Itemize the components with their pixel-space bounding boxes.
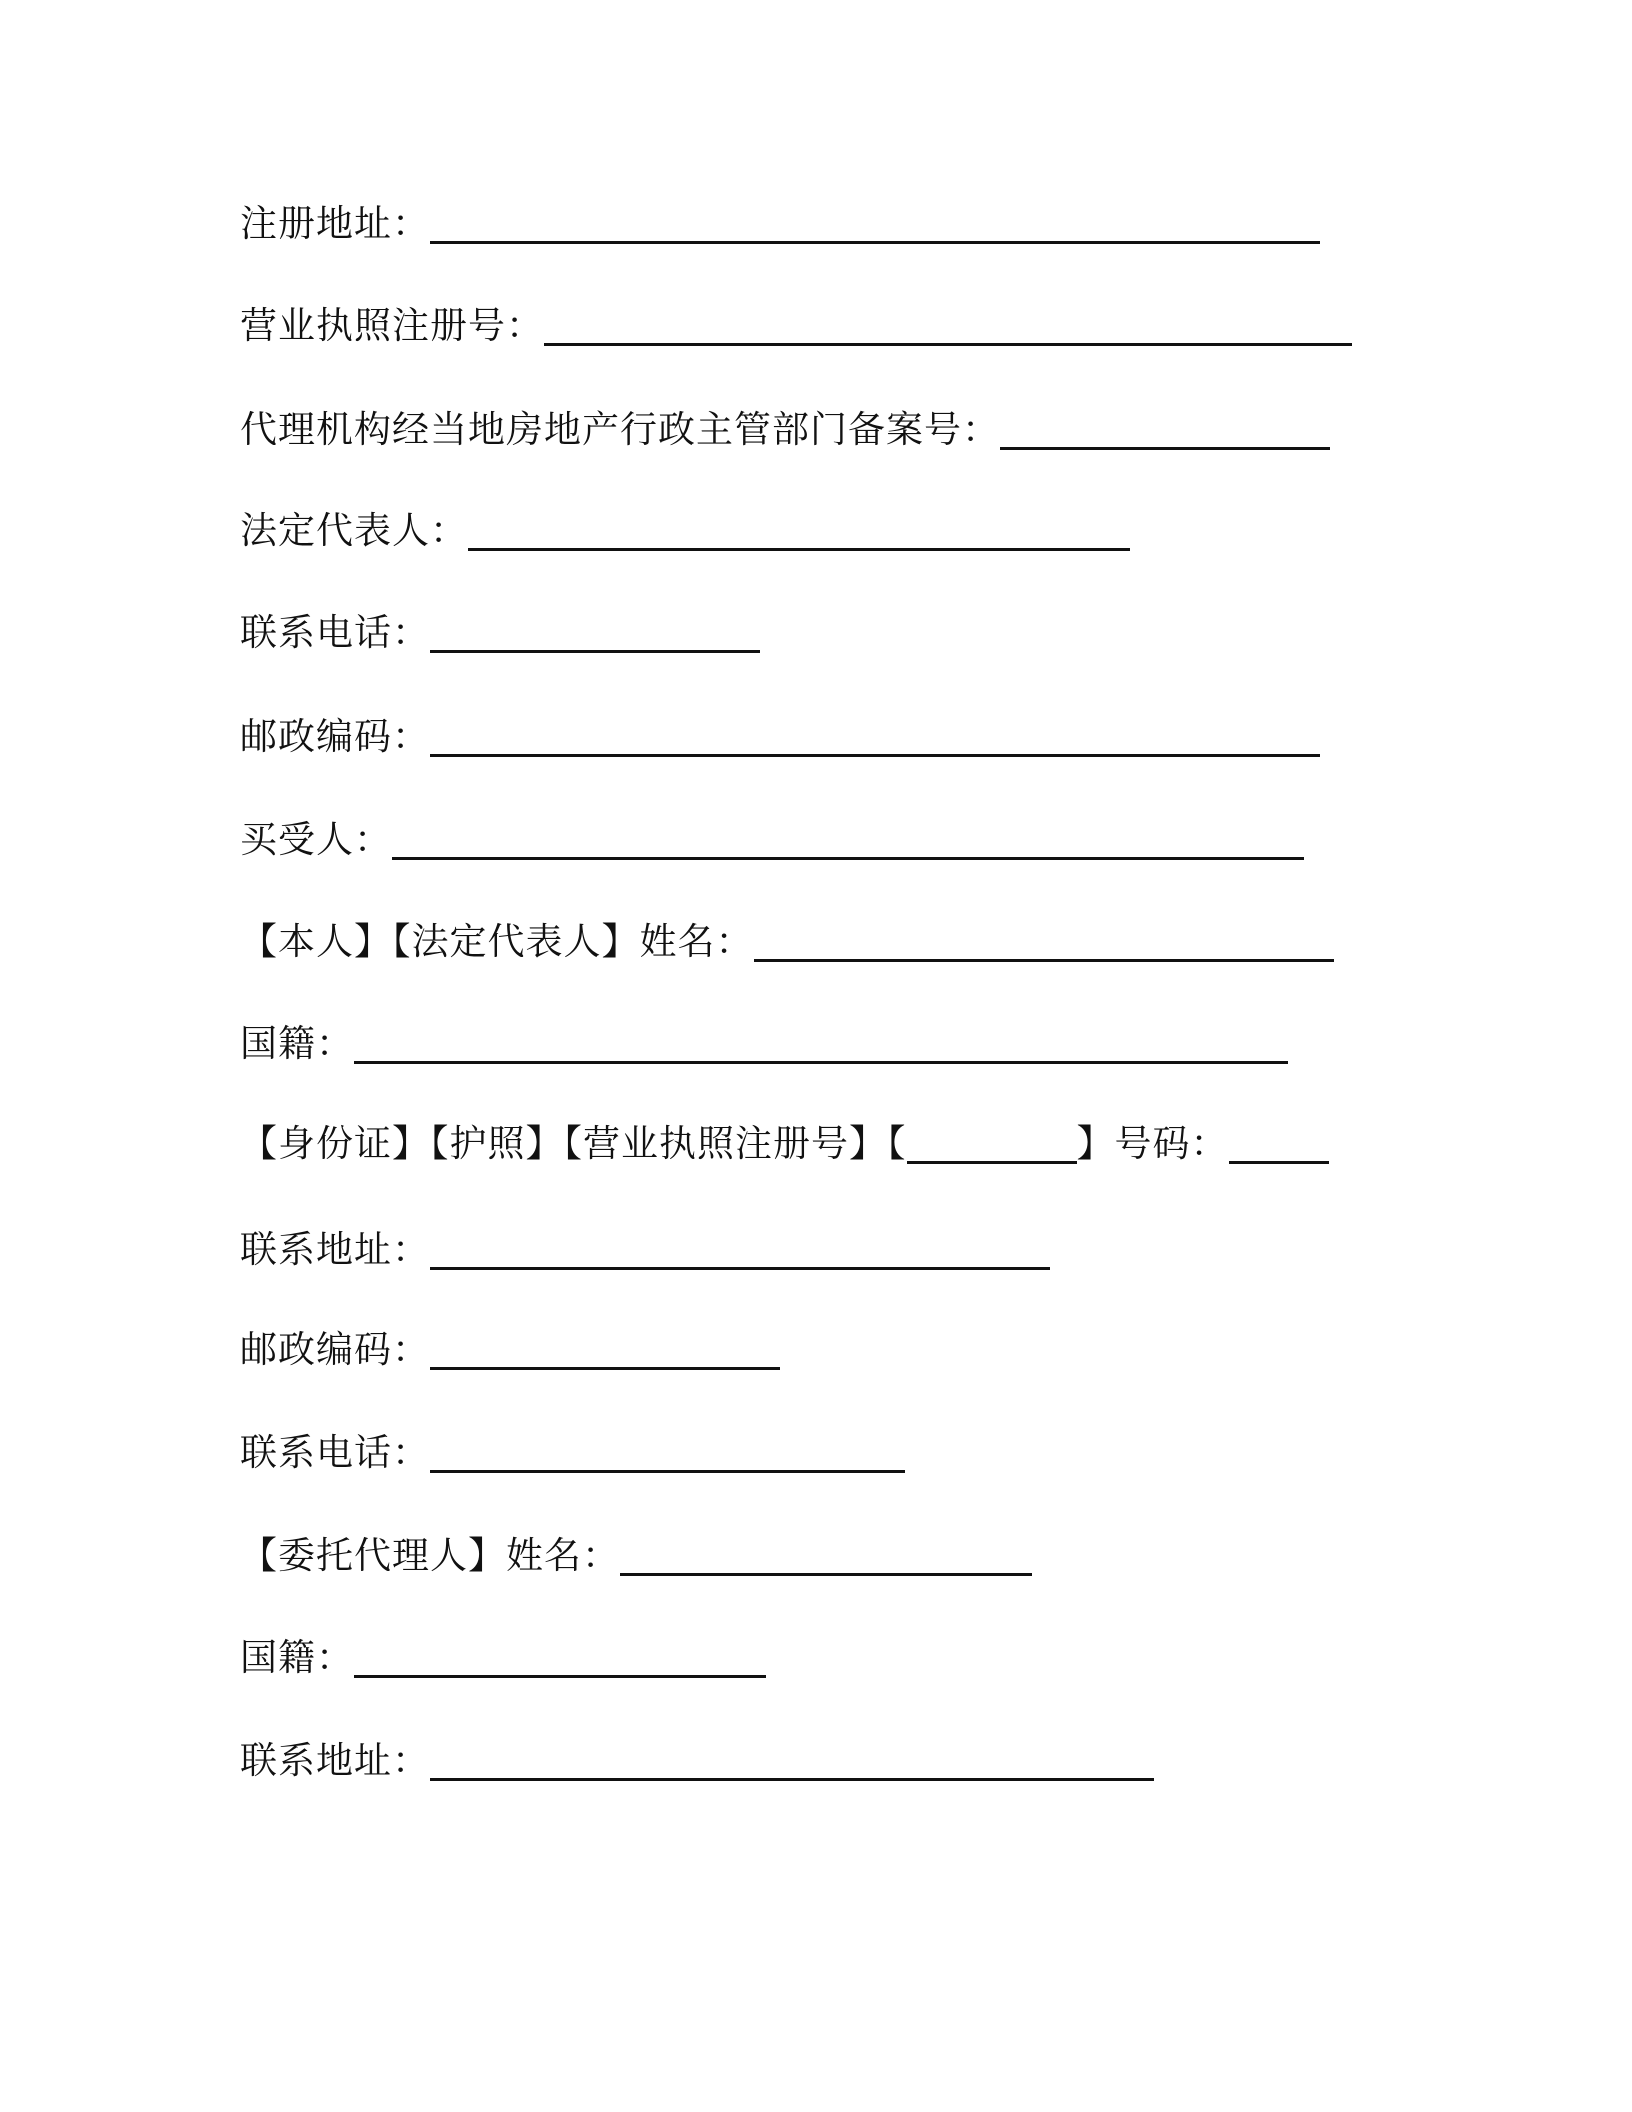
- buyer-postal-code-label: 邮政编码：: [240, 1328, 430, 1371]
- buyer-phone-blank[interactable]: [430, 1440, 905, 1473]
- agency-filing-blank[interactable]: [1000, 417, 1330, 450]
- contact-phone-blank[interactable]: [430, 620, 760, 653]
- buyer-address-label: 联系地址：: [240, 1228, 430, 1271]
- business-license-label: 营业执照注册号：: [240, 304, 544, 347]
- buyer-name-label: 【本人】【法定代表人】姓名：: [240, 920, 754, 963]
- id-document-number-label: 】号码：: [1076, 1122, 1229, 1165]
- buyer-label: 买受人：: [240, 818, 392, 861]
- agency-filing-row: [240, 402, 1330, 458]
- agent-address-blank[interactable]: [430, 1748, 1154, 1781]
- buyer-nationality-label: 国籍：: [240, 1022, 354, 1065]
- agent-address-row: [240, 1733, 1154, 1789]
- legal-representative-label: 法定代表人：: [240, 509, 468, 552]
- id-document-number-blank[interactable]: [1229, 1131, 1329, 1164]
- id-document-other-blank[interactable]: [907, 1131, 1077, 1164]
- business-license-blank[interactable]: [544, 313, 1352, 346]
- buyer-address-blank[interactable]: [430, 1237, 1050, 1270]
- agent-nationality-label: 国籍：: [240, 1636, 354, 1679]
- agent-nationality-row: [240, 1630, 766, 1686]
- buyer-row: [240, 812, 1304, 868]
- registered-address-blank[interactable]: [430, 211, 1320, 244]
- buyer-postal-code-blank[interactable]: [430, 1337, 780, 1370]
- postal-code-label: 邮政编码：: [240, 715, 430, 758]
- buyer-phone-label: 联系电话：: [240, 1431, 430, 1474]
- buyer-nationality-row: [240, 1016, 1288, 1072]
- agent-address-label: 联系地址：: [240, 1739, 430, 1782]
- legal-representative-row: [240, 503, 1130, 559]
- postal-code-row: [240, 709, 1320, 765]
- postal-code-blank[interactable]: [430, 724, 1320, 757]
- agency-filing-label: 代理机构经当地房地产行政主管部门备案号：: [240, 408, 1000, 451]
- buyer-phone-row: [240, 1425, 905, 1481]
- contact-phone-row: [240, 605, 760, 661]
- agent-nationality-blank[interactable]: [354, 1645, 766, 1678]
- legal-representative-blank[interactable]: [468, 518, 1130, 551]
- business-license-row: [240, 298, 1352, 354]
- agent-name-row: [240, 1528, 1032, 1584]
- registered-address-row: [240, 196, 1320, 252]
- buyer-name-blank[interactable]: [754, 929, 1334, 962]
- registered-address-label: 注册地址：: [240, 202, 430, 245]
- id-document-type-label: 【身份证】【护照】【营业执照注册号】【: [240, 1122, 907, 1165]
- buyer-postal-code-row: [240, 1322, 780, 1378]
- agent-name-label: 【委托代理人】姓名：: [240, 1534, 620, 1577]
- agent-name-blank[interactable]: [620, 1543, 1032, 1576]
- buyer-address-row: [240, 1222, 1050, 1278]
- buyer-blank[interactable]: [392, 827, 1304, 860]
- contact-phone-label: 联系电话：: [240, 611, 430, 654]
- id-document-row: [240, 1116, 1329, 1172]
- buyer-name-row: [240, 914, 1334, 970]
- buyer-nationality-blank[interactable]: [354, 1031, 1288, 1064]
